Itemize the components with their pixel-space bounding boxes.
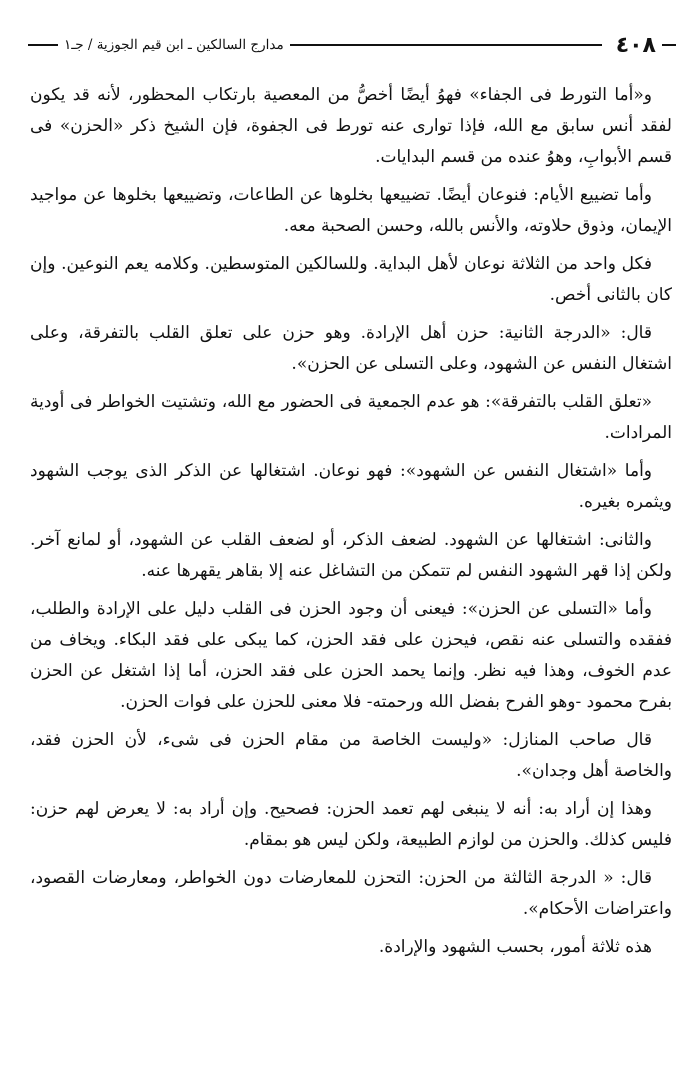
header-dash-right (662, 44, 676, 46)
paragraph-9: قال صاحب المنازل: «وليست الخاصة من مقام الحزن فى شىء، لأن الحزن فقد، والخاصة أهل وجدان». (30, 730, 672, 781)
paragraph-4: قال: «الدرجة الثانية: حزن أهل الإرادة. وهو حزن على تعلق القلب بالتفرقة، وعلى اشتغال النفس عن الشهود، وعلى التسلى عن الحزن». (30, 323, 672, 374)
paragraph-5: «تعلق القلب بالتفرقة»: هو عدم الجمعية فى الحضور مع الله، وتشتيت الخواطر فى أودية المرادات. (30, 392, 672, 443)
header-dash-left (28, 44, 58, 46)
paragraph-6: وأما «اشتغال النفس عن الشهود»: فهو نوعان. اشتغالها عن الذكر الذى يوجب الشهود ويثمره بغيره. (30, 461, 672, 512)
paragraph-2: وأما تضييع الأيام: فنوعان أيضًا. تضييعها بخلوها عن الطاعات، وتضييعها بخلوها عن مواجيد الإيمان، وذوق حلاوته، والأنس بالله، وحسن الصحبة معه. (30, 185, 672, 236)
page-body (30, 80, 672, 970)
paragraph-11: قال: « الدرجة الثالثة من الحزن: التحزن للمعارضات دون الخواطر، ومعارضات القصود، واعتراضات الأحكام». (30, 868, 672, 919)
paragraph-1: و«أما التورط فى الجفاء» فهوُ أيضًا أخصُّ من المعصية بارتكاب المحظور، لأنه قد يكون لفقد أنس سابق مع الله، فإذا توارى عنه تورط فى الجفوة، فإن الشيخ ذكر «الحزن» فى قسم الأبوابِ، وهوُ عنده من قسم البدايات. (30, 85, 672, 167)
paragraph-10: وهذا إن أراد به: أنه لا ينبغى لهم تعمد الحزن: فصحيح. وإن أراد به: لا يعرض لهم حزن: فليس كذلك. والحزن من لوازم الطبيعة، ولكن ليس هو بمقام. (30, 799, 672, 850)
page-header (28, 30, 676, 60)
paragraph-12: هذه ثلاثة أمور، بحسب الشهود والإرادة. (378, 937, 652, 957)
page-number: ٤٠٨ (615, 32, 656, 58)
paragraph-3: فكل واحد من الثلاثة نوعان لأهل البداية. وللسالكين المتوسطين. وكلامه يعم النوعين. وإن كان بالثانى أخص. (30, 254, 672, 305)
paragraph-8: وأما «التسلى عن الحزن»: فيعنى أن وجود الحزن فى القلب دليل على الإرادة والطلب، ففقده والتسلى عنه نقص، فيحزن على فقد الحزن، كما يبكى على فقد البكاء. ويخاف من عدم الخوف، وهذا فيه نظر. وإنما يحمد الحزن على فقد الحزن، أما إذا اشتغل عن الحزن بفرح محمود -وهو الفرح بفضل الله ورحمته- فلا معنى للحزن على فوات الحزن. (30, 599, 672, 712)
header-rule (290, 44, 602, 46)
running-head: مدارج السالكين ـ ابن قيم الجوزية / جـ١ (64, 37, 284, 53)
paragraph-7: والثانى: اشتغالها عن الشهود. لضعف الذكر، أو لضعف القلب عن الشهود، أو لمانع آخر. ولكن إذا قهر الشهود النفس لم تتمكن من التشاغل عنه إلا بقاهر يقهرها عنه. (30, 530, 672, 581)
